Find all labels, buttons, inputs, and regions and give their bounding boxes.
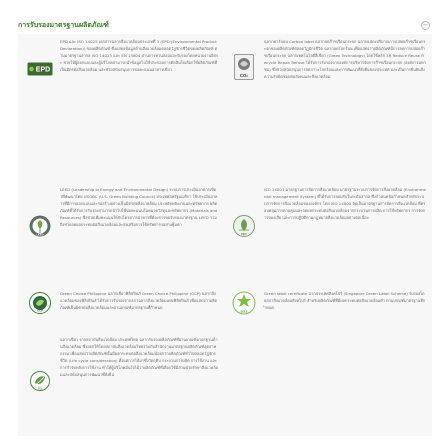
collapse-button[interactable]: −: [422, 20, 429, 29]
cert-carbon-label: [228, 38, 428, 96]
carbon-label-icon: [234, 54, 254, 80]
svg-text:LEED: LEED: [36, 233, 44, 237]
iso14001-badge-icon: [233, 215, 255, 237]
cert-singapore-green-label: [228, 290, 428, 316]
section-title: การรับรองมาตรฐานผลิตภัณฑ์: [18, 20, 109, 29]
svg-text:GCP: GCP: [37, 309, 43, 313]
svg-text:SGLS: SGLS: [240, 310, 248, 314]
thai-green-label-description: ฉลากเขียว จากสถาบันสิ่งแวดล้อม ประเทศไทย ฉลากรับรองผลิตภัณฑ์ที่ผ่านเกณฑ์มาตรฐานด้านสิ่งแวดล้อม ซึ่งออกให้โดยสถาบันสิ่งแวดล้อมไทยร่วมกับสำนักงานมาตรฐานผลิตภัณฑ์อุตสาหกรรม เพื่อแสดงว่าผลิตภัณฑ์นั้นมีผลกระทบต่อสิ่งแวดล้อมน้อยกว่าผลิตภัณฑ์ทั่วไปตลอดวัฏจักรชีวิต (Life cycle consideration) ตั้งแต่การได้มาซึ่งวัตถุดิบ กระบวนการผลิต การใช้งาน และการกำจัดหลังการใช้งาน ทำให้ผู้บริโภคมั่นใจได้ว่าผลิตภัณฑ์ที่เลือกใช้มีส่วนช่วยรักษาสิ่งแวดล้อมและสนับสนุนการพัฒนาที่ยั่งยืน: [60, 337, 218, 378]
section-header[interactable]: [18, 16, 432, 35]
iso14001-logo: [228, 186, 260, 266]
thai-green-label-icon: [30, 371, 50, 391]
singapore-green-label-description: Green label certificate ฉากประเทศสิงคโปร์ (Singapore Green Label Scheme) รับรองโดยสภาสิ่งแวดล้อมสิงคโปร์ สำหรับผลิตภัณฑ์ที่มีผลกระทบต่อสิ่งแวดล้อมต่ำ ตามเกณฑ์มาตรฐานที่กำหนด: [264, 291, 426, 311]
svg-text:TGL: TGL: [37, 387, 43, 391]
epd-description: EPD และ ISO 14025 เอกสารฉลากสิ่งแวดล้อมประเภทที่ 3 (EPD (Environmental Product Declaration)) ของผลิตภัณฑ์ ซึ่งแสดงข้อมูลด้านสิ่งแวดล้อมตลอดวัฏจักรชีวิตของผลิตภัณฑ์ ตามมาตรฐานสากล ISO 14025 และ EN 15804 ผ่านการทวนสอบและรับรองโดยหน่วยงานอิสระ ช่วยให้ผู้ออกแบบและผู้บริโภคสามารถนำข้อมูลไปใช้ประกอบการตัดสินใจเลือกใช้ผลิตภัณฑ์ที่เป็นมิตรต่อสิ่งแวดล้อม และช่วยสนับสนุนการขอคะแนนอาคารเขียว: [60, 39, 218, 73]
green-choice-badge-icon: [29, 292, 51, 314]
green-choice-logo: [24, 290, 56, 316]
singapore-green-label-logo: [228, 290, 260, 316]
thai-green-label-logo: [24, 336, 56, 426]
cert-leed: [24, 186, 224, 266]
cert-iso14001: [228, 186, 428, 266]
cert-green-choice-philippine: [24, 290, 224, 316]
cert-epd: [24, 38, 224, 100]
epd-logo-icon: [27, 62, 53, 76]
leed-badge-icon: [29, 215, 51, 237]
leed-description: LEED (Leadership in Energy and Environmental Design) ระบบการประเมินอาคารเขียวที่พัฒนาโดย USGBC (U.S. Green Building Council) ประเทศสหรัฐอเมริกา ใช้ประเมินอาคารที่มีการออกแบบและก่อสร้างอย่างเป็นมิตรต่อสิ่งแวดล้อม ประหยัดพลังงานและทรัพยากร ผลิตภัณฑ์ที่ได้รับการรับรองสามารถนำไปใช้ขอคะแนนในหมวดวัสดุและทรัพยากร (Materials and Resources) ซึ่งช่วยเพิ่มคะแนนให้กับโครงการอาคารที่ต้องการขอรับรองมาตรฐาน LEED รวมถึงช่วยลดผลกระทบต่อสิ่งแวดล้อมและส่งเสริมการใช้ทรัพยากรอย่างคุ้มค่า: [60, 187, 218, 228]
iso14001-description: ISO 14001 มาตรฐานการจัดการสิ่งแวดล้อม มาตรฐานระบบการจัดการสิ่งแวดล้อม (Environmental management System) ที่ได้รับการยอมรับในระดับสากล ซึ่งกำหนดข้อกำหนดสำหรับระบบการจัดการสิ่งแวดล้อมขององค์กร โดย ISO 14000 จัดเป็นมาตรฐานการจัดการสิ่งแวดล้อม ที่ครอบคลุมการควบคุมและลดผลกระทบต่อสิ่งแวดล้อมจากกระบวนการผลิต การใช้ทรัพยากร การจัดการของเสีย และการปฏิบัติตามกฎหมายสิ่งแวดล้อมอย่างต่อเนื่อง: [264, 187, 426, 221]
epd-logo: [24, 38, 56, 100]
singapore-green-label-icon: [232, 291, 256, 315]
cert-thai-green-label: [24, 336, 224, 426]
carbon-label-logo: [228, 38, 260, 96]
svg-text:CO₂: CO₂: [239, 73, 249, 78]
svg-text:ISO: ISO: [241, 232, 247, 236]
carbon-label-description: ฉลากคาร์บอน Carbon label ฉลากลดก๊าซเรือนกระจก ฉลากแสดงปริมาณการปล่อยก๊าซเรือนกระจกของผลิตภัณฑ์ตลอดวัฏจักรชีวิต ฉลากลดโลกร้อน เพื่อแสดงว่าผลิตภัณฑ์มีการลดการปล่อยก๊าซเรือนกระจก ฉลากเทคโนโลยีสีเขียว (Green Technology) โดยใช้หลัก 3R Reduce Reuse Recycle Repair Refuse ได้รับการรับรองจากองค์การบริหารจัดการก๊าซเรือนกระจก (องค์การมหาชน) ซึ่งช่วยสนับสนุนการลดภาวะโลกร้อนและการพัฒนาที่ยั่งยืนของประเทศ และเป็นการยืนยันถึงความรับผิดชอบต่อสังคมและสิ่งแวดล้อม: [264, 39, 426, 80]
leed-logo: [24, 186, 56, 266]
green-choice-description: Green Choice Philippine ฉลากเขียวฟิลิปปินส์ Green Choice Philippine (GCP) ฉลากสิ่งแวดล้อมของฟิลิปปินส์ ได้รับการรับรองจากสภาฉลากสิ่งแวดล้อมแห่งฟิลิปปินส์ เพื่อแสดงว่าผลิตภัณฑ์เป็นมิตรต่อสิ่งแวดล้อมและผ่านเกณฑ์มาตรฐานที่กำหนด: [60, 291, 218, 311]
svg-text:EPD: EPD: [35, 66, 51, 74]
